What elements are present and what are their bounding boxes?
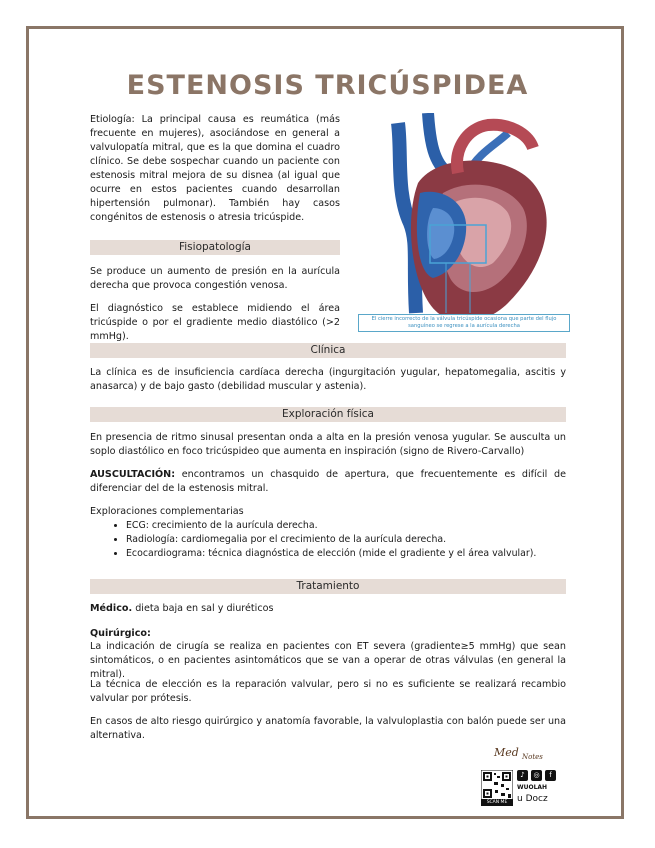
brand-wuolah: WUOLAH (517, 784, 548, 791)
instagram-icon[interactable]: ◎ (531, 770, 542, 781)
figure-caption: El cierre incorrecto de la válvula tricúspide ocasiona que parte del flujo sanguíneo se regrese a la aurícula derecha (358, 314, 570, 332)
quirurgico-label: Quirúrgico: (90, 628, 151, 639)
list-item: • ECG: crecimiento de la aurícula derecha. (126, 519, 586, 533)
page-title: ESTENOSIS TRICÚSPIDEA (126, 70, 529, 101)
medico-label: Médico. (90, 603, 133, 614)
etiologia-paragraph: Etiología: La principal causa es reumática (más frecuente en mujeres), asociándose en general a valvulopatía mitral, que es la que domina el cuadro clínico. Se debe sospechar cuando un paciente con estenosis mitral mejora de su disnea (al igual que ocurre en estos pacientes cuando desarrollan hipertensión pulmonar). También hay casos congénitos de estenosis o atresia tricúspide. (90, 114, 340, 223)
quirurgico-paragraph-1: La indicación de cirugía se realiza en pacientes con ET severa (gradiente≥5 mmHg) que sean sintomáticos, o en pacientes asintomáticos que se van a operar de otras válvulas (en general la mitral). (90, 641, 566, 680)
svg-text:Notes: Notes (522, 753, 543, 761)
fisiopatologia-heading: Fisiopatología (90, 240, 340, 255)
facebook-icon[interactable]: f (545, 770, 556, 781)
qr-code-icon[interactable] (481, 770, 513, 800)
fisiopatologia-paragraph-2: El diagnóstico se establece midiendo el área tricúspide o por el gradiente medio diastólico (>2 mmHg). (90, 303, 340, 342)
medico-paragraph (90, 602, 566, 616)
brand-logo (492, 742, 562, 764)
auscultacion-paragraph (90, 468, 566, 496)
heart-illustration (358, 113, 570, 335)
exploracion-heading: Exploración física (90, 407, 566, 422)
fisiopatologia-paragraph-1: Se produce un aumento de presión en la aurícula derecha que provoca congestión venosa. (90, 266, 340, 291)
complementarias-list (104, 519, 586, 561)
clinica-heading: Clínica (90, 343, 566, 358)
svg-text:Med: Med (494, 746, 519, 759)
auscultacion-label: AUSCULTACIÓN: (90, 469, 176, 480)
list-item: • Radiología: cardiomegalia por el crecimiento de la aurícula derecha. (126, 533, 586, 547)
brand-udocz: u Docz (517, 794, 548, 804)
list-item: • Ecocardiograma: técnica diagnóstica de elección (mide el gradiente y el área valvular). (126, 547, 586, 561)
clinica-paragraph: La clínica es de insuficiencia cardíaca derecha (ingurgitación yugular, hepatomegalia, ascitis y anasarca) y de bajo gasto (debilidad muscular y astenia). (90, 367, 566, 392)
tratamiento-heading: Tratamiento (90, 579, 566, 594)
auscultacion-text: encontramos un chasquido de apertura, que frecuentemente es difícil de diferenciar del de la estenosis mitral. (90, 469, 566, 494)
complementarias-label: Exploraciones complementarias (90, 506, 244, 517)
tiktok-icon[interactable]: ♪ (517, 770, 528, 781)
qr-label: SCAN ME (481, 799, 513, 806)
quirurgico-paragraph-3: En casos de alto riesgo quirúrgico y anatomía favorable, la valvuloplastia con balón puede ser una alternativa. (90, 716, 566, 741)
quirurgico-paragraph-2: La técnica de elección es la reparación valvular, pero si no es suficiente se realizará recambio valvular por prótesis. (90, 679, 566, 704)
medico-text: dieta baja en sal y diuréticos (132, 603, 274, 614)
exploracion-paragraph: En presencia de ritmo sinusal presentan onda a alta en la presión venosa yugular. Se ausculta un soplo diastólico en foco tricúspideo que aumenta en inspiración (signo de Rivero-Carvallo) (90, 432, 566, 457)
